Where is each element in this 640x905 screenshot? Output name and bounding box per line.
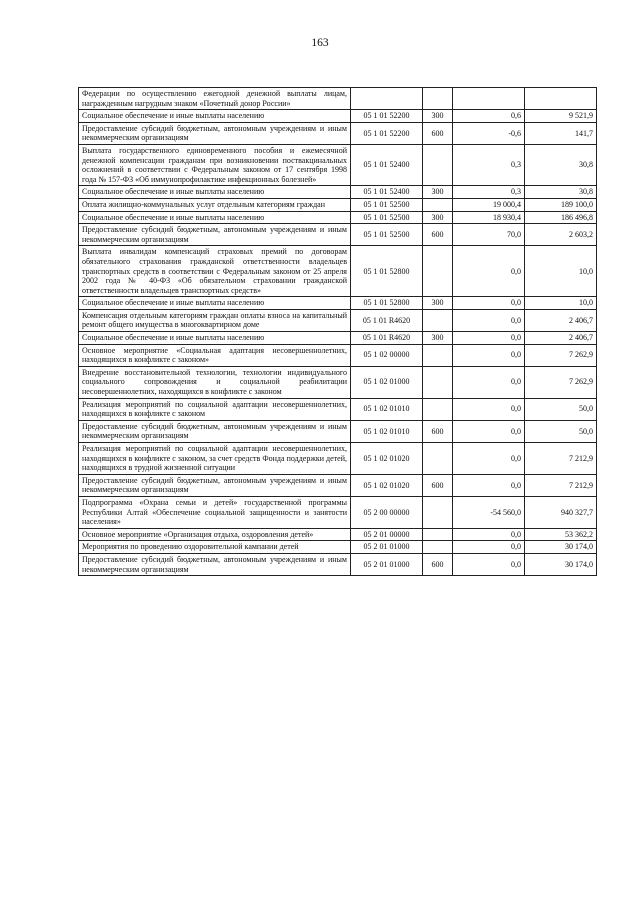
row-expense-type: 600 xyxy=(423,474,453,496)
row-total-amount: 2 603,2 xyxy=(525,224,597,246)
row-total-amount: 2 406,7 xyxy=(525,332,597,345)
budget-table xyxy=(78,87,597,576)
row-code: 05 1 01 R4620 xyxy=(351,309,423,331)
table-row xyxy=(79,198,597,211)
row-expense-type xyxy=(423,344,453,366)
row-expense-type xyxy=(423,246,453,297)
row-expense-type xyxy=(423,528,453,541)
row-code: 05 2 01 01000 xyxy=(351,553,423,575)
row-code: 05 1 01 52400 xyxy=(351,144,423,185)
row-code: 05 1 02 01010 xyxy=(351,398,423,420)
row-code: 05 1 01 52400 xyxy=(351,186,423,199)
table-row xyxy=(79,443,597,475)
row-expense-type: 300 xyxy=(423,211,453,224)
row-description: Предоставление субсидий бюджетным, автономным учреждениям и иным некоммерческим организациям xyxy=(79,224,351,246)
table-row xyxy=(79,224,597,246)
table-row xyxy=(79,366,597,398)
row-total-amount: 10,0 xyxy=(525,246,597,297)
row-code: 05 1 01 52800 xyxy=(351,246,423,297)
row-total-amount: 141,7 xyxy=(525,122,597,144)
row-change-amount: 70,0 xyxy=(453,224,525,246)
row-expense-type: 300 xyxy=(423,186,453,199)
row-change-amount: 0,0 xyxy=(453,332,525,345)
row-change-amount: 0,0 xyxy=(453,246,525,297)
row-code: 05 1 02 01020 xyxy=(351,443,423,475)
row-expense-type xyxy=(423,366,453,398)
row-code: 05 1 02 01000 xyxy=(351,366,423,398)
row-description: Социальное обеспечение и иные выплаты населению xyxy=(79,211,351,224)
row-change-amount: 0,0 xyxy=(453,297,525,310)
row-expense-type: 300 xyxy=(423,297,453,310)
row-code: 05 1 01 52800 xyxy=(351,297,423,310)
row-expense-type xyxy=(423,398,453,420)
table-row xyxy=(79,528,597,541)
row-total-amount: 30 174,0 xyxy=(525,553,597,575)
row-change-amount: 0,0 xyxy=(453,541,525,554)
row-expense-type: 300 xyxy=(423,332,453,345)
row-description: Компенсация отдельным категориям граждан оплаты взноса на капитальный ремонт общего имущества в многоквартирном доме xyxy=(79,309,351,331)
row-description: Реализация мероприятий по социальной адаптации несовершеннолетних, находящихся в конфликте с законом, за счет средств Фонда поддержки детей, находящихся в трудной жизненной ситуации xyxy=(79,443,351,475)
row-expense-type xyxy=(423,88,453,110)
table-row xyxy=(79,496,597,528)
row-description: Социальное обеспечение и иные выплаты населению xyxy=(79,186,351,199)
row-total-amount: 50,0 xyxy=(525,398,597,420)
row-total-amount: 940 327,7 xyxy=(525,496,597,528)
row-description: Основное мероприятие «Организация отдыха, оздоровления детей» xyxy=(79,528,351,541)
row-change-amount: 0,0 xyxy=(453,398,525,420)
row-change-amount: 0,0 xyxy=(453,309,525,331)
table-row xyxy=(79,553,597,575)
row-change-amount: 0,6 xyxy=(453,110,525,123)
table-row xyxy=(79,186,597,199)
row-expense-type: 600 xyxy=(423,224,453,246)
table-row xyxy=(79,88,597,110)
row-total-amount: 189 100,0 xyxy=(525,198,597,211)
row-description: Социальное обеспечение и иные выплаты населению xyxy=(79,110,351,123)
row-description: Предоставление субсидий бюджетным, автономным учреждениям и иным некоммерческим организациям xyxy=(79,474,351,496)
row-change-amount: 0,0 xyxy=(453,420,525,442)
row-description: Выплата государственного единовременного пособия и ежемесячной денежной компенсации гражданам при возникновении поствакцинальных осложнений в соответствии с Федеральным законом от 17 сентября 1998 года № 157-ФЗ «Об иммунопрофилактике инфекционных болезней» xyxy=(79,144,351,185)
row-description: Федерации по осуществлению ежегодной денежной выплаты лицам, награжденным нагрудным знаком «Почетный донор России» xyxy=(79,88,351,110)
row-change-amount xyxy=(453,88,525,110)
row-total-amount xyxy=(525,88,597,110)
row-total-amount: 30 174,0 xyxy=(525,541,597,554)
row-expense-type xyxy=(423,443,453,475)
row-code: 05 1 01 52200 xyxy=(351,110,423,123)
row-code: 05 2 01 00000 xyxy=(351,528,423,541)
row-code: 05 1 02 01010 xyxy=(351,420,423,442)
row-description: Социальное обеспечение и иные выплаты населению xyxy=(79,297,351,310)
row-change-amount: 18 930,4 xyxy=(453,211,525,224)
row-code: 05 1 01 52500 xyxy=(351,211,423,224)
row-change-amount: 0,0 xyxy=(453,474,525,496)
row-change-amount: 0,0 xyxy=(453,443,525,475)
row-change-amount: 0,3 xyxy=(453,186,525,199)
row-total-amount: 7 212,9 xyxy=(525,474,597,496)
row-total-amount: 10,0 xyxy=(525,297,597,310)
row-change-amount: 0,0 xyxy=(453,344,525,366)
row-change-amount: -0,6 xyxy=(453,122,525,144)
table-row xyxy=(79,246,597,297)
row-description: Оплата жилищно-коммунальных услуг отдельным категориям граждан xyxy=(79,198,351,211)
row-code: 05 1 01 52500 xyxy=(351,224,423,246)
row-expense-type xyxy=(423,144,453,185)
table-row xyxy=(79,420,597,442)
row-code xyxy=(351,88,423,110)
row-description: Предоставление субсидий бюджетным, автономным учреждениям и иным некоммерческим организациям xyxy=(79,122,351,144)
row-change-amount: -54 560,0 xyxy=(453,496,525,528)
row-code: 05 1 01 52200 xyxy=(351,122,423,144)
row-description: Основное мероприятие «Социальная адаптация несовершеннолетних, находящихся в конфликте с законом» xyxy=(79,344,351,366)
row-total-amount: 50,0 xyxy=(525,420,597,442)
row-code: 05 1 02 01020 xyxy=(351,474,423,496)
row-expense-type: 600 xyxy=(423,122,453,144)
row-description: Предоставление субсидий бюджетным, автономным учреждениям и иным некоммерческим организациям xyxy=(79,420,351,442)
row-expense-type xyxy=(423,309,453,331)
row-total-amount: 7 262,9 xyxy=(525,366,597,398)
table-row xyxy=(79,474,597,496)
row-code: 05 1 02 00000 xyxy=(351,344,423,366)
row-expense-type xyxy=(423,198,453,211)
row-expense-type xyxy=(423,496,453,528)
row-code: 05 2 01 01000 xyxy=(351,541,423,554)
table-row xyxy=(79,122,597,144)
row-description: Социальное обеспечение и иные выплаты населению xyxy=(79,332,351,345)
row-code: 05 2 00 00000 xyxy=(351,496,423,528)
row-description: Подпрограмма «Охрана семьи и детей» государственной программы Республики Алтай «Обеспечение социальной защищенности и занятости населения» xyxy=(79,496,351,528)
row-total-amount: 30,8 xyxy=(525,144,597,185)
row-description: Реализация мероприятий по социальной адаптации несовершеннолетних, находящихся в конфликте с законом xyxy=(79,398,351,420)
row-total-amount: 186 496,8 xyxy=(525,211,597,224)
table-row xyxy=(79,211,597,224)
row-expense-type: 600 xyxy=(423,420,453,442)
row-description: Предоставление субсидий бюджетным, автономным учреждениям и иным некоммерческим организациям xyxy=(79,553,351,575)
row-change-amount: 0,0 xyxy=(453,366,525,398)
table-row xyxy=(79,144,597,185)
row-change-amount: 0,3 xyxy=(453,144,525,185)
table-row xyxy=(79,398,597,420)
row-total-amount: 53 362,2 xyxy=(525,528,597,541)
row-change-amount: 0,0 xyxy=(453,528,525,541)
row-expense-type: 300 xyxy=(423,110,453,123)
table-row xyxy=(79,297,597,310)
row-total-amount: 2 406,7 xyxy=(525,309,597,331)
page-number: 163 xyxy=(311,37,329,49)
row-code: 05 1 01 R4620 xyxy=(351,332,423,345)
table-row xyxy=(79,332,597,345)
row-code: 05 1 01 52500 xyxy=(351,198,423,211)
row-total-amount: 7 212,9 xyxy=(525,443,597,475)
row-description: Внедрение восстановительной технологии, технологии индивидуального социального сопровождения и социальной реабилитации несовершеннолетних, находящихся в конфликте с законом xyxy=(79,366,351,398)
row-description: Выплата инвалидам компенсаций страховых премий по договорам обязательного страхования гражданской ответственности владельцев транспортных средств в соответствии с Федеральным законом от 25 апреля 2002 года № 40-ФЗ «Об обязательном страховании гражданской ответственности владельцев транспортных средств» xyxy=(79,246,351,297)
row-expense-type: 600 xyxy=(423,553,453,575)
table-row xyxy=(79,541,597,554)
row-total-amount: 7 262,9 xyxy=(525,344,597,366)
row-description: Мероприятия по проведению оздоровительной кампании детей xyxy=(79,541,351,554)
row-total-amount: 30,8 xyxy=(525,186,597,199)
table-row xyxy=(79,344,597,366)
table-row xyxy=(79,309,597,331)
row-total-amount: 9 521,9 xyxy=(525,110,597,123)
table-row xyxy=(79,110,597,123)
row-expense-type xyxy=(423,541,453,554)
row-change-amount: 19 000,4 xyxy=(453,198,525,211)
row-change-amount: 0,0 xyxy=(453,553,525,575)
budget-table-body xyxy=(79,88,597,576)
